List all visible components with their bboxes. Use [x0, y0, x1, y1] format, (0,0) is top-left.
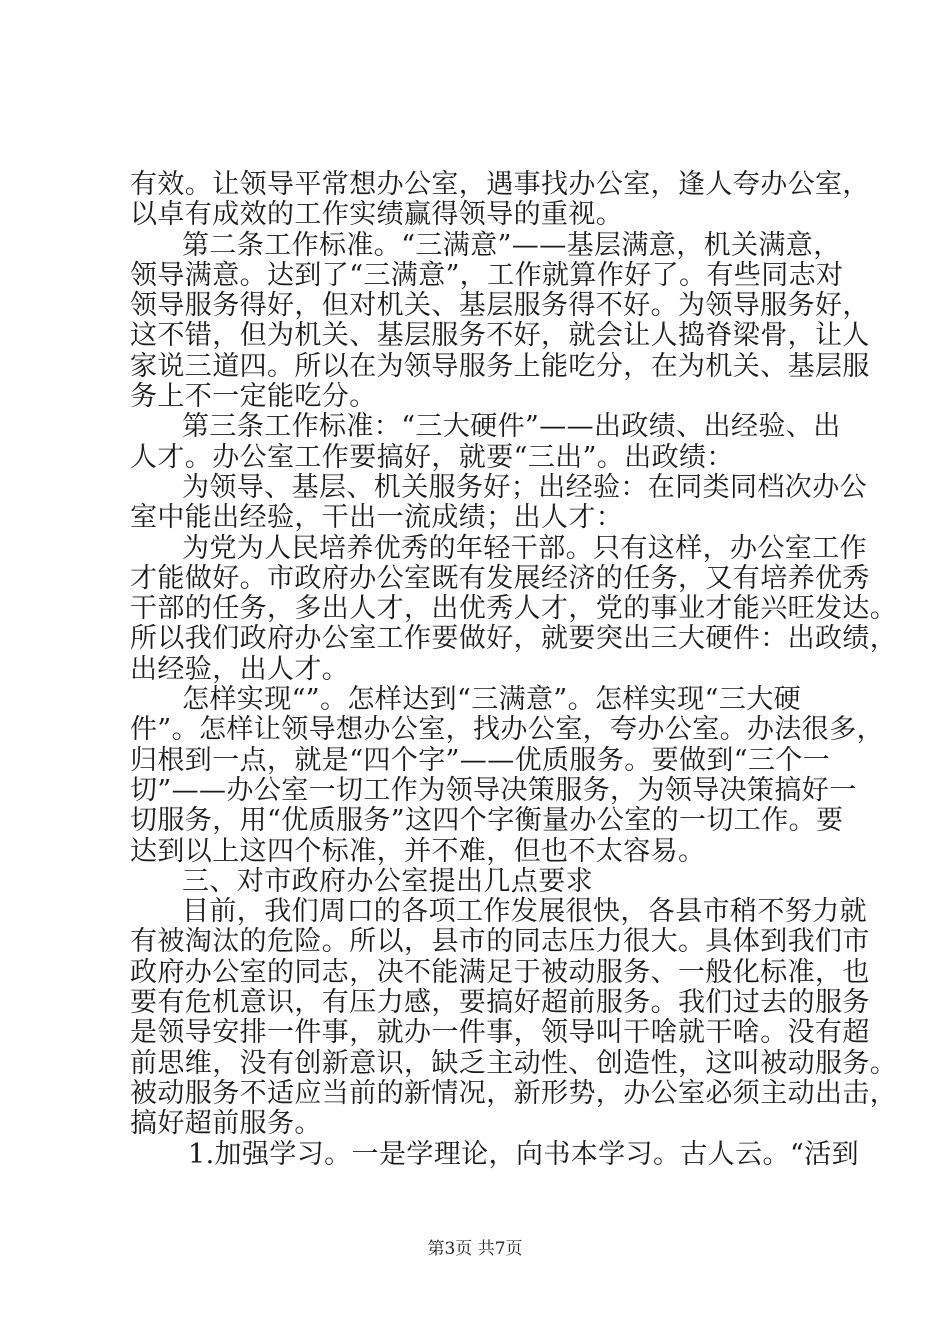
text-line: 领导满意。达到了“三满意”，工作就算作好了。有些同志对 [130, 259, 844, 291]
text-line: 为党为人民培养优秀的年轻干部。只有这样，办公室工作 [182, 532, 867, 564]
text-line: 为领导、基层、机关服务好；出经验：在同类同档次办公 [182, 471, 867, 503]
text-line: 要有危机意识，有压力感，要搞好超前服务。我们过去的服务 [130, 987, 870, 1019]
document-body [130, 169, 898, 1170]
text-line: 切服务，用“优质服务”这四个字衡量办公室的一切工作。要 [130, 805, 844, 837]
text-line: 人才。办公室工作要搞好，就要“三出”。出政绩： [130, 441, 734, 473]
text-line: 前思维，没有创新意识，缺乏主动性、创造性，这叫被动服务。 [130, 1047, 898, 1079]
text-line: 这不错，但为机关、基层服务不好，就会让人捣脊梁骨，让人 [130, 320, 870, 352]
text-line: 领导服务得好，但对机关、基层服务得不好。为领导服务好， [130, 290, 870, 322]
text-line: 被动服务不适应当前的新情况，新形势，办公室必须主动出击， [130, 1077, 898, 1109]
text-line: 出经验，出人才。 [130, 653, 350, 685]
text-line: 目前，我们周口的各项工作发展很快，各县市稍不努力就 [182, 896, 867, 928]
text-line: 干部的任务，多出人才，出优秀人才，党的事业才能兴旺发达。 [130, 593, 898, 625]
text-line: 切”——办公室一切工作为领导决策服务，为领导决策搞好一 [130, 774, 857, 806]
text-line: 所以我们政府办公室工作要做好，就要突出三大硬件：出政绩， [130, 623, 898, 655]
text-line: 是领导安排一件事，就办一件事，领导叫干啥就干啥。没有超 [130, 1017, 870, 1049]
text-line: 有被淘汰的危险。所以，县市的同志压力很大。具体到我们市 [130, 926, 870, 958]
text-line: 件”。怎样让领导想办公室，找办公室，夸办公室。办法很多， [130, 714, 885, 746]
text-line: 政府办公室的同志，决不能满足于被动服务、一般化标准，也 [130, 956, 870, 988]
text-line: 家说三道四。所以在为领导服务上能吃分，在为机关、基层服 [130, 350, 870, 382]
text-line: 第二条工作标准。“三满意”——基层满意，机关满意， [182, 229, 841, 261]
text-line: 以卓有成效的工作实绩赢得领导的重视。 [130, 199, 624, 231]
text-line: 有效。让领导平常想办公室，遇事找办公室，逢人夸办公室， [130, 169, 870, 200]
page-footer: 第3页 共7页 [427, 1239, 523, 1259]
text-line: 室中能出经验，干出一流成绩；出人才： [130, 502, 624, 534]
text-line: 才能做好。市政府办公室既有发展经济的任务，又有培养优秀 [130, 562, 870, 594]
text-line: 务上不一定能吃分。 [130, 381, 377, 413]
text-line: 搞好超前服务。 [130, 1108, 322, 1140]
text-line: 归根到一点，就是“四个字”——优质服务。要做到“三个一 [130, 744, 831, 776]
text-line: 三、对市政府办公室提出几点要求 [182, 865, 593, 897]
text-line: 达到以上这四个标准，并不难，但也不太容易。 [130, 835, 706, 867]
text-line: 怎样实现“”。怎样达到“三满意”。怎样实现“三大硬 [182, 684, 802, 716]
text-line: 1.加强学习。一是学理论，向书本学习。古人云。“活到 [188, 1138, 859, 1170]
text-line: 第三条工作标准：“三大硬件”——出政绩、出经验、出 [182, 411, 841, 443]
